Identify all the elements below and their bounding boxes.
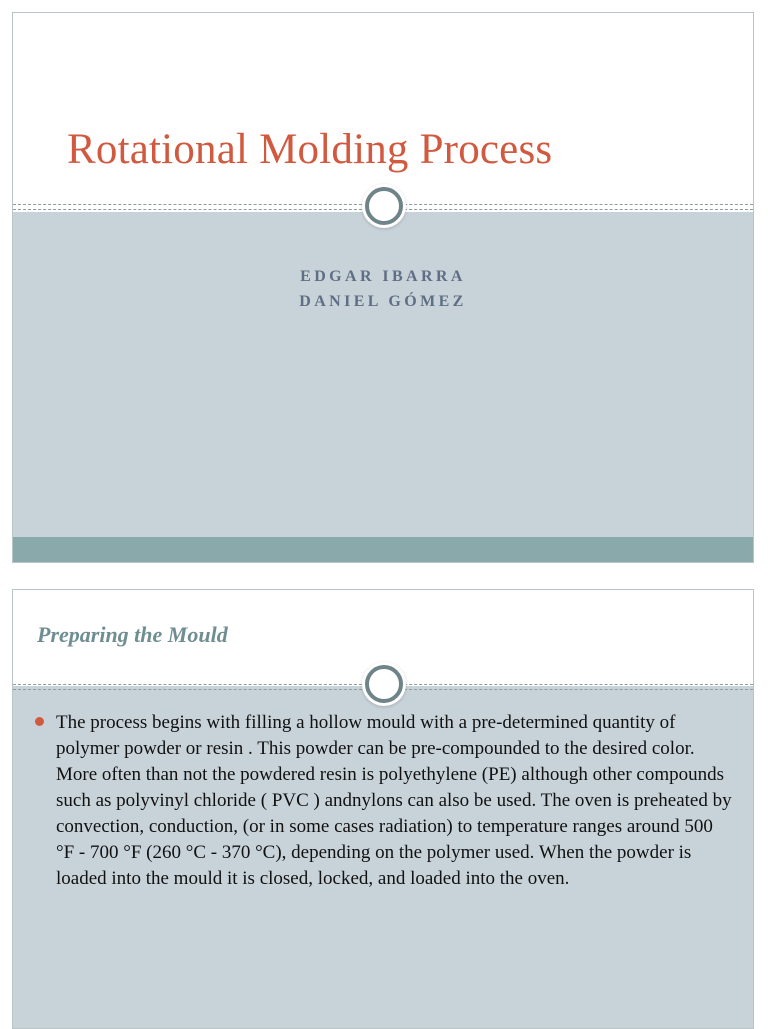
- author-name: EDGAR IBARRA: [300, 268, 466, 285]
- footer-band: [13, 537, 753, 563]
- circle-ring-icon: [365, 665, 403, 703]
- bullet-item: [35, 710, 735, 892]
- bullet-text: The process begins with filling a hollow mould with a pre-determined quantity of polymer powder or resin . This powder can be pre-compounded to the desired color. More often than not the powdered resin is polyethylene (PE) although other compounds such as polyvinyl chloride ( PVC ) andnylons can also be used. The oven is preheated by convection, conduction, (or in some cases radiation) to temperature ranges around 500 °F - 700 °F (260 °C - 370 °C), depending on the polymer used. When the powder is loaded into the mould it is closed, locked, and loaded into the oven.: [56, 712, 732, 889]
- slide-title: Rotational Molding Process: [67, 126, 553, 173]
- author-name: DANIEL GÓMEZ: [299, 293, 467, 310]
- title-slide: [12, 12, 754, 563]
- subtitle-area: [13, 212, 753, 537]
- circle-ring-icon: [365, 187, 403, 225]
- title-area: [13, 13, 753, 212]
- content-slide: [12, 589, 754, 1029]
- slide-heading: Preparing the Mould: [37, 622, 228, 647]
- bullet-dot-icon: [35, 717, 44, 726]
- author-list: [13, 264, 753, 314]
